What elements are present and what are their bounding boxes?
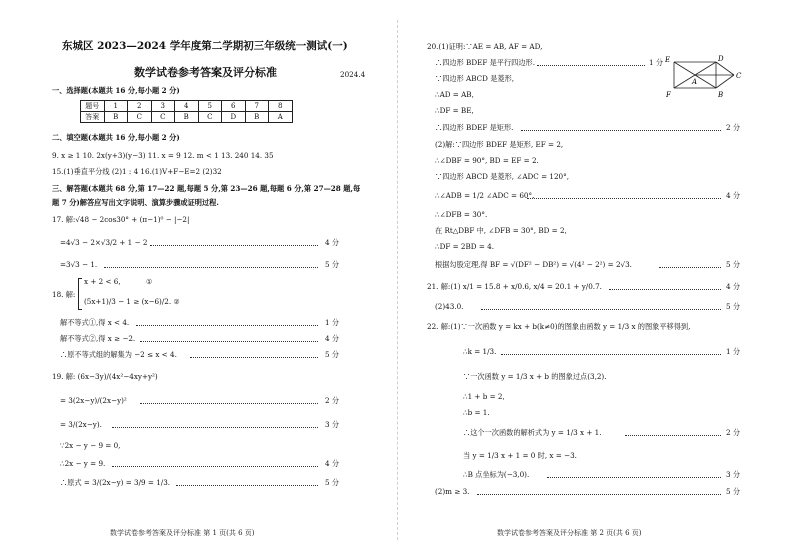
q21-score1: 4 分 (726, 282, 741, 291)
q20-line12: 在 Rt△DBF 中, ∠DFB = 30°, BD = 2, (435, 226, 567, 235)
table-cell: 1 (104, 101, 128, 112)
edge-BC (716, 75, 734, 88)
table-cell: B (245, 112, 269, 123)
leader-dots (609, 289, 721, 290)
q20-score2: 1 分 (649, 58, 664, 67)
table-cell: 5 (198, 101, 222, 112)
q17-line1: 17. 解:√48 − 2cos30° + (π−1)⁰ − |−2| (52, 215, 190, 224)
q18-score3: 5 分 (325, 350, 340, 359)
q22-score9: 5 分 (726, 487, 741, 496)
label-D: D (718, 55, 724, 63)
leader-dots (501, 354, 721, 355)
q20-line4: ∴AD = AB, (435, 90, 474, 99)
exam-subtitle: 数学试卷参考答案及评分标准 (134, 66, 277, 79)
q18-label: 18. 解: (52, 290, 76, 299)
q20-line2: ∴四边形 BDEF 是平行四边形. (435, 58, 536, 67)
q18-score1: 1 分 (325, 318, 340, 327)
label-E: E (665, 56, 671, 64)
q18-inequality1: x + 2 < 6, (84, 277, 121, 286)
leader-dots (140, 403, 318, 404)
label-B: B (718, 91, 724, 99)
table-cell: 8 (269, 101, 293, 112)
q19-score2: 2 分 (325, 396, 340, 405)
q21-line2: (2)43.0. (435, 302, 464, 311)
q22-line6: ∴这个一次函数的解析式为 y = 1/3 x + 1. (463, 428, 602, 437)
q22-score2: 1 分 (726, 347, 741, 356)
q20-line1: 20.(1)证明:∵AE = AB, AF = AD, (427, 42, 543, 51)
q20-line11: ∴∠DFB = 30°. (435, 210, 488, 219)
edge-DC (716, 62, 734, 75)
q22-line3: ∵一次函数 y = 1/3 x + b 的图象过点(3,2). (463, 372, 607, 381)
exam-date: 2024.4 (340, 70, 366, 79)
table-row (81, 101, 293, 112)
label-A: A (692, 78, 698, 86)
table-cell: C (198, 112, 222, 123)
table-cell: 4 (175, 101, 199, 112)
table-cell: A (269, 112, 293, 123)
table-cell: 2 (128, 101, 152, 112)
q19-line4: ∵2x − y − 9 = 0, (60, 441, 121, 450)
q20-score14: 5 分 (726, 260, 741, 269)
leader-dots (659, 267, 721, 268)
q19-line2: = 3(2x−y)/(2x−y)² (60, 396, 127, 405)
q22-score8: 3 分 (726, 470, 741, 479)
leader-dots (625, 435, 721, 436)
leader-dots (481, 309, 721, 310)
q18-score2: 4 分 (325, 334, 340, 343)
table-cell: B (175, 112, 199, 123)
row-label-question: 题号 (81, 101, 105, 112)
q22-line9: (2)m ≥ 3. (435, 487, 470, 496)
leader-dots (190, 357, 318, 358)
table-cell: C (128, 112, 152, 123)
q20-line8: ∴∠DBF = 90°, BD = EF = 2. (435, 156, 539, 165)
leader-dots (136, 325, 318, 326)
table-cell: 6 (222, 101, 246, 112)
section3-heading-2: 题 7 分)解答应写出文字说明、演算步骤或证明过程. (52, 198, 219, 207)
q22-line8: ∴B 点坐标为(−3,0). (463, 470, 530, 479)
fill-answers-line1: 9. x ≥ 1 10. 2x(y+3)(y−3) 11. x = 9 12. m < 1 13. 240 14. 35 (52, 151, 274, 160)
q17-score3: 5 分 (325, 260, 340, 269)
q22-line5: ∴b = 1. (463, 408, 490, 417)
leader-dots (521, 130, 721, 131)
leader-dots (112, 427, 318, 428)
q19-line6: ∴原式 = 3/(2x−y) = 3/9 = 1/3. (60, 478, 171, 487)
q17-line3: =3√3 − 1. (60, 260, 98, 269)
leader-dots (176, 485, 318, 486)
q22-score6: 2 分 (726, 428, 741, 437)
table-cell: 7 (245, 101, 269, 112)
leader-dots (537, 65, 645, 66)
section3-heading-1: 三、解答题(本题共 68 分,第 17—22 题,每题 5 分,第 23—26 题,每题 6 分,第 27—28 题,每 (52, 184, 361, 193)
q20-line3: ∵四边形 ABCD 是菱形, (435, 74, 515, 83)
q19-score3: 3 分 (325, 420, 340, 429)
q20-line14: 根据勾股定理,得 BF = √(DF² − DB²) = √(4² − 2²) = 2√3. (435, 260, 632, 269)
right-page (397, 0, 794, 558)
rhombus-rectangle-figure (662, 52, 752, 102)
leader-dots (104, 267, 318, 268)
q22-line1: 22. 解:(1)∵一次函数 y = kx + b(k≠0)的图象由函数 y = 1/3 x 的图象平移得到, (427, 322, 691, 331)
table-cell: C (151, 112, 175, 123)
section2-heading: 二、填空题(本题共 16 分,每小题 2 分) (52, 133, 180, 142)
table-cell: 3 (151, 101, 175, 112)
leader-dots (477, 494, 721, 495)
table-cell: B (104, 112, 128, 123)
q19-score5: 4 分 (325, 459, 340, 468)
fill-answers-line2: 15.(1)垂直平分线 (2)1 : 4 16.(1)V+F−E=2 (2)32 (52, 167, 222, 176)
table-row (81, 112, 293, 123)
q17-line2: =4√3 − 2×√3/2 + 1 − 2 (60, 238, 148, 247)
q20-line6: ∴四边形 BDEF 是矩形. (435, 123, 514, 132)
leader-dots (527, 198, 721, 199)
q18-line1: 解不等式①,得 x < 4. (60, 318, 130, 327)
q21-line1: 21. 解:(1) x/1 = 15.8 + x/0.6, x/4 = 20.1 + y/0.7. (427, 282, 602, 291)
footer-page2: 数学试卷参考答案及评分标准 第 2 页(共 6 页) (497, 529, 642, 537)
leader-dots (140, 341, 318, 342)
q19-line5: ∴2x − y = 9. (60, 459, 106, 468)
q19-line1: 19. 解: (6x−3y)/(4x²−4xy+y²) (52, 372, 158, 381)
leader-dots (112, 466, 318, 467)
q18-inequality2: (5x+1)/3 − 1 ≥ (x−6)/2. ② (84, 297, 180, 306)
label-C: C (736, 72, 742, 80)
q20-line13: ∴DF = 2BD = 4. (435, 242, 494, 251)
q22-line2: ∴k = 1/3. (463, 347, 497, 356)
q20-line9: ∵四边形 ABCD 是菱形, ∠ADC = 120°, (435, 172, 569, 181)
q21-score2: 5 分 (726, 302, 741, 311)
leader-dots (150, 245, 318, 246)
answer-table (80, 100, 293, 123)
exam-title: 东城区 2023—2024 学年度第二学期初三年级统一测试(一) (62, 40, 348, 52)
q19-line3: = 3/(2x−y). (60, 420, 102, 429)
q20-line10: ∴∠ADB = 1/2 ∠ADC = 60°. (435, 191, 535, 200)
label-F: F (666, 91, 671, 99)
leader-dots (547, 477, 721, 478)
footer-page1: 数学试卷参考答案及评分标准 第 1 页(共 6 页) (110, 529, 255, 537)
q18-line3: ∴原不等式组的解集为 −2 ≤ x < 4. (60, 350, 177, 359)
q17-score2: 4 分 (325, 238, 340, 247)
system-brace (78, 278, 82, 310)
q20-line5: ∴DF = BE, (435, 106, 474, 115)
q22-line4: ∴1 + b = 2, (463, 392, 505, 401)
row-label-answer: 答案 (81, 112, 105, 123)
q20-score10: 4 分 (726, 191, 741, 200)
q22-line7: 当 y = 1/3 x + 1 = 0 时, x = −3. (463, 451, 577, 460)
section1-heading: 一、选择题(本题共 16 分,每小题 2 分) (52, 86, 180, 95)
q18-line2: 解不等式②,得 x ≥ −2. (60, 334, 136, 343)
table-cell: D (222, 112, 246, 123)
q20-line7: (2)解:∵四边形 BDEF 是矩形, EF = 2, (435, 140, 564, 149)
q19-score6: 5 分 (325, 478, 340, 487)
q18-tag1: ① (146, 277, 153, 286)
q20-score6: 2 分 (726, 123, 741, 132)
